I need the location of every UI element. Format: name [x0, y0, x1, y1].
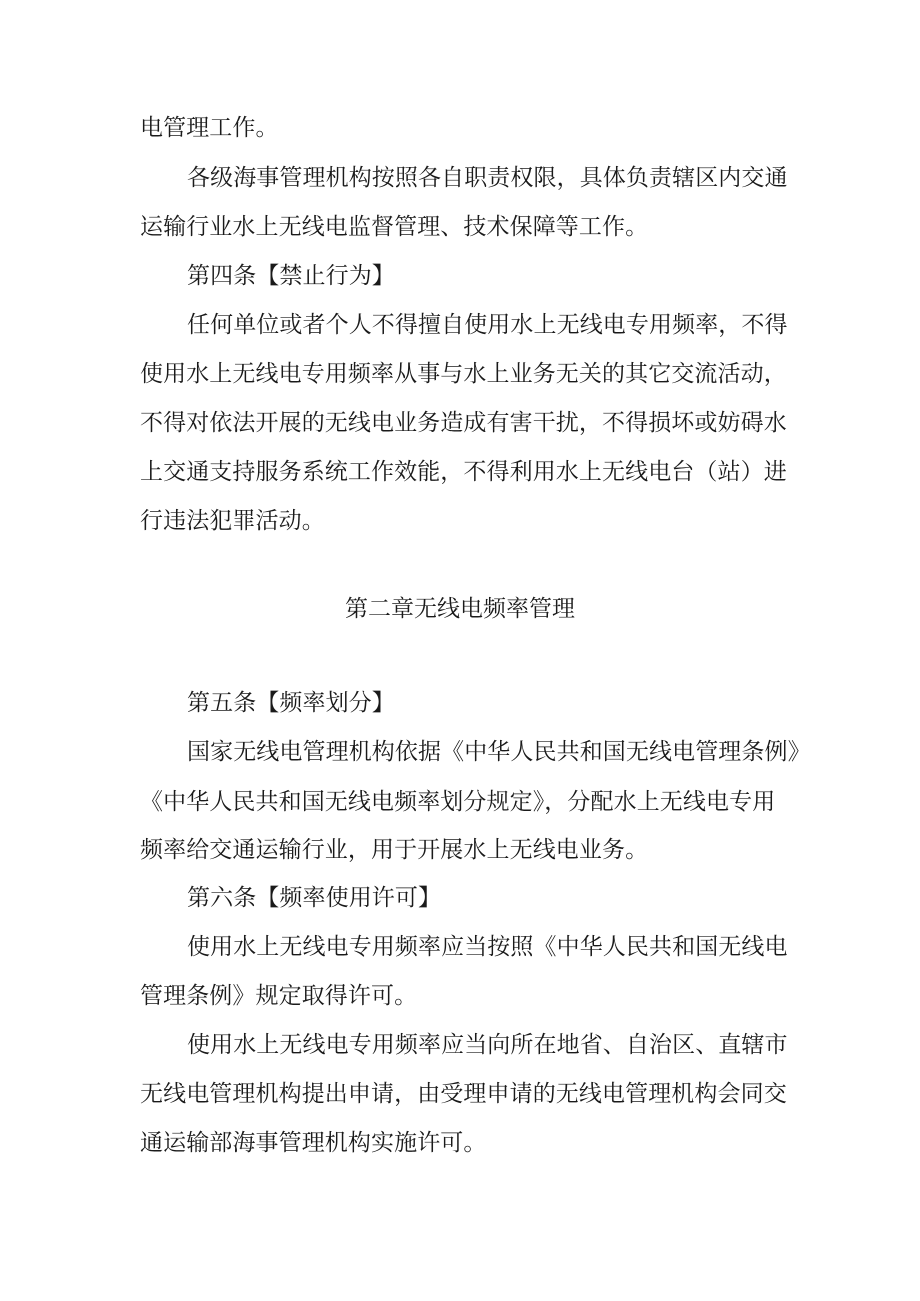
paragraph-line: 电管理工作。 — [140, 115, 279, 141]
paragraph-line: 行违法犯罪活动。 — [140, 508, 325, 534]
paragraph-line: 各级海事管理机构按照各自职责权限，具体负责辖区内交通 — [187, 165, 788, 191]
paragraph-line: 频率给交通运输行业，用于开展水上无线电业务。 — [140, 837, 649, 863]
paragraph-line: 《中华人民共和国无线电频率划分规定》，分配水上无线电专用 — [140, 789, 776, 815]
paragraph-line: 使用水上无线电专用频率从事与水上业务无关的其它交流活动， — [140, 361, 787, 387]
paragraph-line: 国家无线电管理机构依据《中华人民共和国无线电管理条例》 — [187, 739, 811, 765]
paragraph-line: 运输行业水上无线电监督管理、技术保障等工作。 — [140, 214, 649, 240]
paragraph-line: 上交通支持服务系统工作效能，不得利用水上无线电台（站）进 — [140, 459, 787, 485]
paragraph-line: 管理条例》规定取得许可。 — [140, 983, 418, 1009]
chapter-heading: 第二章无线电频率管理 — [345, 596, 575, 622]
paragraph-line: 使用水上无线电专用频率应当按照《中华人民共和国无线电 — [187, 934, 788, 960]
article-4-title: 第四条【禁止行为】 — [187, 263, 395, 289]
article-6-title: 第六条【频率使用许可】 — [187, 885, 442, 911]
paragraph-line: 任何单位或者个人不得擅自使用水上无线电专用频率，不得 — [187, 312, 788, 338]
paragraph-line: 不得对依法开展的无线电业务造成有害干扰，不得损坏或妨碍水 — [140, 410, 787, 436]
paragraph-line: 通运输部海事管理机构实施许可。 — [140, 1130, 487, 1156]
article-5-title: 第五条【频率划分】 — [187, 690, 395, 716]
paragraph-line: 无线电管理机构提出申请，由受理申请的无线电管理机构会同交 — [140, 1081, 787, 1107]
paragraph-line: 使用水上无线电专用频率应当向所在地省、自治区、直辖市 — [187, 1032, 788, 1058]
